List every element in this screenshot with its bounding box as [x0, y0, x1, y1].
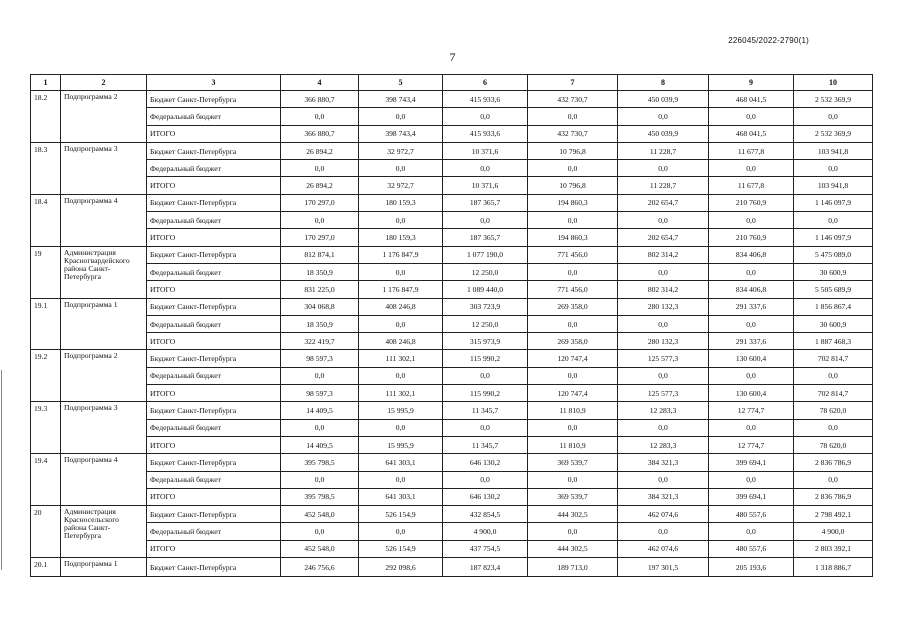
amount-cell: 10 796,8	[528, 142, 618, 159]
amount-cell: 189 713,0	[528, 558, 618, 577]
amount-cell: 11 677,8	[709, 142, 794, 159]
amount-cell: 0,0	[709, 315, 794, 332]
table-row	[31, 91, 873, 108]
amount-cell: 415 933,6	[443, 91, 528, 108]
amount-cell: 11 228,7	[618, 177, 709, 194]
amount-cell: 130 600,4	[709, 350, 794, 367]
row-index: 18.2	[31, 91, 61, 143]
amount-cell: 641 303,1	[359, 488, 443, 505]
amount-cell: 399 694,1	[709, 454, 794, 471]
table-row	[31, 212, 873, 229]
amount-cell: 771 456,0	[528, 246, 618, 263]
funding-source: Бюджет Санкт-Петербурга	[147, 506, 281, 523]
amount-cell: 210 760,9	[709, 229, 794, 246]
table-row	[31, 160, 873, 177]
table-row	[31, 488, 873, 505]
funding-source: Федеральный бюджет	[147, 263, 281, 280]
amount-cell: 2 836 786,9	[794, 488, 873, 505]
amount-cell: 0,0	[709, 160, 794, 177]
amount-cell: 0,0	[528, 315, 618, 332]
amount-cell: 0,0	[528, 471, 618, 488]
amount-cell: 111 302,1	[359, 350, 443, 367]
amount-cell: 11 345,7	[443, 436, 528, 453]
amount-cell: 384 321,3	[618, 454, 709, 471]
amount-cell: 125 577,3	[618, 385, 709, 402]
amount-cell: 280 132,3	[618, 333, 709, 350]
amount-cell: 322 419,7	[281, 333, 359, 350]
amount-cell: 831 225,0	[281, 281, 359, 298]
program-name: Подпрограмма 1	[61, 558, 147, 577]
amount-cell: 0,0	[443, 419, 528, 436]
table-row	[31, 246, 873, 263]
table-row	[31, 558, 873, 577]
amount-cell: 120 747,4	[528, 385, 618, 402]
amount-cell: 0,0	[528, 263, 618, 280]
funding-source: Бюджет Санкт-Петербурга	[147, 402, 281, 419]
amount-cell: 526 154,9	[359, 540, 443, 557]
amount-cell: 0,0	[281, 471, 359, 488]
amount-cell: 432 730,7	[528, 125, 618, 142]
table-row	[31, 367, 873, 384]
amount-cell: 315 973,9	[443, 333, 528, 350]
header-cell: 9	[709, 75, 794, 91]
table-row	[31, 436, 873, 453]
amount-cell: 115 990,2	[443, 385, 528, 402]
amount-cell: 130 600,4	[709, 385, 794, 402]
amount-cell: 18 350,9	[281, 315, 359, 332]
amount-cell: 0,0	[794, 212, 873, 229]
funding-source: Федеральный бюджет	[147, 160, 281, 177]
amount-cell: 26 894,2	[281, 177, 359, 194]
amount-cell: 0,0	[794, 367, 873, 384]
amount-cell: 0,0	[443, 212, 528, 229]
amount-cell: 10 371,6	[443, 142, 528, 159]
amount-cell: 0,0	[528, 108, 618, 125]
amount-cell: 180 159,3	[359, 194, 443, 211]
amount-cell: 18 350,9	[281, 263, 359, 280]
row-index: 19.3	[31, 402, 61, 454]
amount-cell: 0,0	[528, 367, 618, 384]
amount-cell: 5 475 089,0	[794, 246, 873, 263]
amount-cell: 11 810,9	[528, 402, 618, 419]
amount-cell: 0,0	[281, 367, 359, 384]
table-row	[31, 142, 873, 159]
amount-cell: 197 301,5	[618, 558, 709, 577]
row-index: 18.3	[31, 142, 61, 194]
funding-source: Федеральный бюджет	[147, 108, 281, 125]
program-name: Подпрограмма 4	[61, 194, 147, 246]
amount-cell: 205 193,6	[709, 558, 794, 577]
amount-cell: 4 900,0	[443, 523, 528, 540]
table-row	[31, 454, 873, 471]
amount-cell: 802 314,2	[618, 281, 709, 298]
table-row	[31, 194, 873, 211]
amount-cell: 98 597,3	[281, 385, 359, 402]
amount-cell: 115 990,2	[443, 350, 528, 367]
funding-source: ИТОГО	[147, 281, 281, 298]
funding-source: ИТОГО	[147, 177, 281, 194]
amount-cell: 202 654,7	[618, 194, 709, 211]
funding-source: ИТОГО	[147, 436, 281, 453]
amount-cell: 187 365,7	[443, 229, 528, 246]
amount-cell: 10 796,8	[528, 177, 618, 194]
amount-cell: 120 747,4	[528, 350, 618, 367]
amount-cell: 194 860,3	[528, 229, 618, 246]
table-row	[31, 540, 873, 557]
amount-cell: 702 814,7	[794, 385, 873, 402]
amount-cell: 98 597,3	[281, 350, 359, 367]
amount-cell: 0,0	[794, 160, 873, 177]
amount-cell: 0,0	[359, 263, 443, 280]
amount-cell: 395 798,5	[281, 488, 359, 505]
amount-cell: 12 283,3	[618, 402, 709, 419]
amount-cell: 0,0	[709, 471, 794, 488]
program-name: Подпрограмма 3	[61, 402, 147, 454]
amount-cell: 12 283,3	[618, 436, 709, 453]
amount-cell: 771 456,0	[528, 281, 618, 298]
row-index: 20.1	[31, 558, 61, 577]
table-row	[31, 263, 873, 280]
amount-cell: 0,0	[709, 212, 794, 229]
funding-source: ИТОГО	[147, 229, 281, 246]
funding-source: ИТОГО	[147, 540, 281, 557]
amount-cell: 398 743,4	[359, 125, 443, 142]
amount-cell: 269 358,0	[528, 333, 618, 350]
amount-cell: 303 723,9	[443, 298, 528, 315]
row-index: 19	[31, 246, 61, 298]
table-row	[31, 229, 873, 246]
amount-cell: 4 900,0	[794, 523, 873, 540]
amount-cell: 415 933,6	[443, 125, 528, 142]
amount-cell: 280 132,3	[618, 298, 709, 315]
amount-cell: 291 337,6	[709, 298, 794, 315]
amount-cell: 0,0	[359, 160, 443, 177]
amount-cell: 1 887 468,3	[794, 333, 873, 350]
amount-cell: 0,0	[528, 419, 618, 436]
amount-cell: 11 228,7	[618, 142, 709, 159]
funding-source: Федеральный бюджет	[147, 367, 281, 384]
amount-cell: 0,0	[618, 160, 709, 177]
table-row	[31, 402, 873, 419]
amount-cell: 1 176 847,9	[359, 281, 443, 298]
amount-cell: 462 074,6	[618, 540, 709, 557]
amount-cell: 1 856 867,4	[794, 298, 873, 315]
amount-cell: 0,0	[281, 523, 359, 540]
row-index: 20	[31, 506, 61, 558]
amount-cell: 0,0	[709, 419, 794, 436]
amount-cell: 292 098,6	[359, 558, 443, 577]
amount-cell: 0,0	[528, 523, 618, 540]
amount-cell: 269 358,0	[528, 298, 618, 315]
amount-cell: 0,0	[709, 523, 794, 540]
amount-cell: 14 409,5	[281, 402, 359, 419]
amount-cell: 0,0	[281, 108, 359, 125]
amount-cell: 291 337,6	[709, 333, 794, 350]
amount-cell: 641 303,1	[359, 454, 443, 471]
amount-cell: 12 774,7	[709, 402, 794, 419]
table-row	[31, 471, 873, 488]
header-cell: 8	[618, 75, 709, 91]
amount-cell: 15 995,9	[359, 436, 443, 453]
amount-cell: 0,0	[281, 419, 359, 436]
amount-cell: 834 406,8	[709, 246, 794, 263]
amount-cell: 366 880,7	[281, 91, 359, 108]
funding-source: Федеральный бюджет	[147, 315, 281, 332]
amount-cell: 526 154,9	[359, 506, 443, 523]
table-row	[31, 177, 873, 194]
amount-cell: 0,0	[618, 471, 709, 488]
amount-cell: 834 406,8	[709, 281, 794, 298]
table-row	[31, 419, 873, 436]
header-cell: 2	[61, 75, 147, 91]
amount-cell: 12 774,7	[709, 436, 794, 453]
amount-cell: 5 505 689,9	[794, 281, 873, 298]
amount-cell: 1 146 097,9	[794, 194, 873, 211]
amount-cell: 0,0	[618, 523, 709, 540]
header-cell: 10	[794, 75, 873, 91]
amount-cell: 15 995,9	[359, 402, 443, 419]
amount-cell: 0,0	[443, 471, 528, 488]
amount-cell: 11 810,9	[528, 436, 618, 453]
row-index: 19.4	[31, 454, 61, 506]
amount-cell: 1 176 847,9	[359, 246, 443, 263]
amount-cell: 0,0	[443, 160, 528, 177]
amount-cell: 0,0	[359, 523, 443, 540]
funding-source: Бюджет Санкт-Петербурга	[147, 91, 281, 108]
amount-cell: 0,0	[359, 315, 443, 332]
amount-cell: 0,0	[618, 212, 709, 229]
amount-cell: 0,0	[443, 108, 528, 125]
amount-cell: 462 074,6	[618, 506, 709, 523]
table-row	[31, 523, 873, 540]
amount-cell: 0,0	[709, 263, 794, 280]
table-row	[31, 125, 873, 142]
amount-cell: 187 823,4	[443, 558, 528, 577]
funding-source: ИТОГО	[147, 125, 281, 142]
amount-cell: 369 539,7	[528, 454, 618, 471]
funding-source: Федеральный бюджет	[147, 471, 281, 488]
table-row	[31, 298, 873, 315]
amount-cell: 11 345,7	[443, 402, 528, 419]
amount-cell: 646 130,2	[443, 454, 528, 471]
amount-cell: 0,0	[618, 108, 709, 125]
program-name: Администрация Красногвардейского района Санкт-Петербурга	[61, 246, 147, 298]
program-name: Подпрограмма 2	[61, 350, 147, 402]
amount-cell: 30 600,9	[794, 315, 873, 332]
header-row	[31, 75, 873, 91]
amount-cell: 210 760,9	[709, 194, 794, 211]
header-cell: 6	[443, 75, 528, 91]
amount-cell: 2 836 786,9	[794, 454, 873, 471]
amount-cell: 480 557,6	[709, 506, 794, 523]
amount-cell: 1 146 097,9	[794, 229, 873, 246]
amount-cell: 452 548,0	[281, 540, 359, 557]
amount-cell: 480 557,6	[709, 540, 794, 557]
amount-cell: 468 041,5	[709, 91, 794, 108]
amount-cell: 0,0	[528, 212, 618, 229]
amount-cell: 0,0	[359, 419, 443, 436]
funding-source: ИТОГО	[147, 333, 281, 350]
amount-cell: 450 039,9	[618, 91, 709, 108]
amount-cell: 125 577,3	[618, 350, 709, 367]
amount-cell: 384 321,3	[618, 488, 709, 505]
funding-source: Бюджет Санкт-Петербурга	[147, 454, 281, 471]
amount-cell: 32 972,7	[359, 177, 443, 194]
funding-source: Бюджет Санкт-Петербурга	[147, 298, 281, 315]
amount-cell: 12 250,0	[443, 315, 528, 332]
amount-cell: 0,0	[618, 367, 709, 384]
table-row	[31, 506, 873, 523]
amount-cell: 202 654,7	[618, 229, 709, 246]
amount-cell: 0,0	[794, 471, 873, 488]
amount-cell: 14 409,5	[281, 436, 359, 453]
amount-cell: 170 297,0	[281, 229, 359, 246]
amount-cell: 32 972,7	[359, 142, 443, 159]
budget-table	[30, 74, 873, 577]
amount-cell: 702 814,7	[794, 350, 873, 367]
amount-cell: 0,0	[618, 419, 709, 436]
funding-source: Бюджет Санкт-Петербурга	[147, 558, 281, 577]
amount-cell: 432 730,7	[528, 91, 618, 108]
amount-cell: 246 756,6	[281, 558, 359, 577]
amount-cell: 0,0	[359, 367, 443, 384]
program-name: Подпрограмма 1	[61, 298, 147, 350]
document-id: 226045/2022-2790(1)	[728, 36, 809, 45]
amount-cell: 78 620,0	[794, 402, 873, 419]
amount-cell: 0,0	[528, 160, 618, 177]
table-row	[31, 333, 873, 350]
funding-source: ИТОГО	[147, 385, 281, 402]
amount-cell: 103 941,8	[794, 177, 873, 194]
amount-cell: 366 880,7	[281, 125, 359, 142]
funding-source: Бюджет Санкт-Петербурга	[147, 142, 281, 159]
header-cell: 5	[359, 75, 443, 91]
amount-cell: 444 302,5	[528, 540, 618, 557]
table-row	[31, 281, 873, 298]
amount-cell: 0,0	[618, 263, 709, 280]
amount-cell: 2 798 492,1	[794, 506, 873, 523]
funding-source: Бюджет Санкт-Петербурга	[147, 194, 281, 211]
amount-cell: 0,0	[709, 108, 794, 125]
amount-cell: 432 854,5	[443, 506, 528, 523]
amount-cell: 78 620,0	[794, 436, 873, 453]
amount-cell: 2 532 369,9	[794, 125, 873, 142]
header-cell: 7	[528, 75, 618, 91]
header-cell: 4	[281, 75, 359, 91]
amount-cell: 0,0	[359, 212, 443, 229]
amount-cell: 395 798,5	[281, 454, 359, 471]
amount-cell: 30 600,9	[794, 263, 873, 280]
program-name: Подпрограмма 2	[61, 91, 147, 143]
funding-source: Бюджет Санкт-Петербурга	[147, 246, 281, 263]
header-cell: 1	[31, 75, 61, 91]
amount-cell: 0,0	[794, 419, 873, 436]
amount-cell: 180 159,3	[359, 229, 443, 246]
amount-cell: 408 246,8	[359, 333, 443, 350]
row-index: 19.1	[31, 298, 61, 350]
header-cell: 3	[147, 75, 281, 91]
amount-cell: 0,0	[794, 108, 873, 125]
amount-cell: 398 743,4	[359, 91, 443, 108]
funding-source: Федеральный бюджет	[147, 523, 281, 540]
table-row	[31, 350, 873, 367]
amount-cell: 646 130,2	[443, 488, 528, 505]
amount-cell: 170 297,0	[281, 194, 359, 211]
row-index: 18.4	[31, 194, 61, 246]
amount-cell: 0,0	[618, 315, 709, 332]
amount-cell: 0,0	[709, 367, 794, 384]
amount-cell: 1 089 440,0	[443, 281, 528, 298]
amount-cell: 1 077 190,0	[443, 246, 528, 263]
amount-cell: 399 694,1	[709, 488, 794, 505]
amount-cell: 452 548,0	[281, 506, 359, 523]
amount-cell: 0,0	[281, 212, 359, 229]
amount-cell: 304 068,8	[281, 298, 359, 315]
amount-cell: 12 250,0	[443, 263, 528, 280]
page-number: 7	[449, 50, 456, 64]
amount-cell: 468 041,5	[709, 125, 794, 142]
program-name: Администрация Красносельского района Санкт-Петербурга	[61, 506, 147, 558]
scan-edge-line	[1, 370, 2, 570]
table-row	[31, 108, 873, 125]
amount-cell: 0,0	[359, 471, 443, 488]
amount-cell: 10 371,6	[443, 177, 528, 194]
amount-cell: 437 754,5	[443, 540, 528, 557]
funding-source: Федеральный бюджет	[147, 212, 281, 229]
amount-cell: 111 302,1	[359, 385, 443, 402]
amount-cell: 0,0	[443, 367, 528, 384]
amount-cell: 0,0	[359, 108, 443, 125]
amount-cell: 812 874,1	[281, 246, 359, 263]
amount-cell: 369 539,7	[528, 488, 618, 505]
amount-cell: 408 246,8	[359, 298, 443, 315]
table-row	[31, 385, 873, 402]
funding-source: Бюджет Санкт-Петербурга	[147, 350, 281, 367]
amount-cell: 2 803 392,1	[794, 540, 873, 557]
row-index: 19.2	[31, 350, 61, 402]
amount-cell: 450 039,9	[618, 125, 709, 142]
amount-cell: 2 532 369,9	[794, 91, 873, 108]
amount-cell: 187 365,7	[443, 194, 528, 211]
amount-cell: 194 860,3	[528, 194, 618, 211]
amount-cell: 103 941,8	[794, 142, 873, 159]
amount-cell: 802 314,2	[618, 246, 709, 263]
amount-cell: 11 677,8	[709, 177, 794, 194]
table-row	[31, 315, 873, 332]
amount-cell: 1 318 886,7	[794, 558, 873, 577]
program-name: Подпрограмма 4	[61, 454, 147, 506]
program-name: Подпрограмма 3	[61, 142, 147, 194]
funding-source: Федеральный бюджет	[147, 419, 281, 436]
funding-source: ИТОГО	[147, 488, 281, 505]
table-body	[31, 91, 873, 577]
amount-cell: 26 894,2	[281, 142, 359, 159]
amount-cell: 444 302,5	[528, 506, 618, 523]
amount-cell: 0,0	[281, 160, 359, 177]
